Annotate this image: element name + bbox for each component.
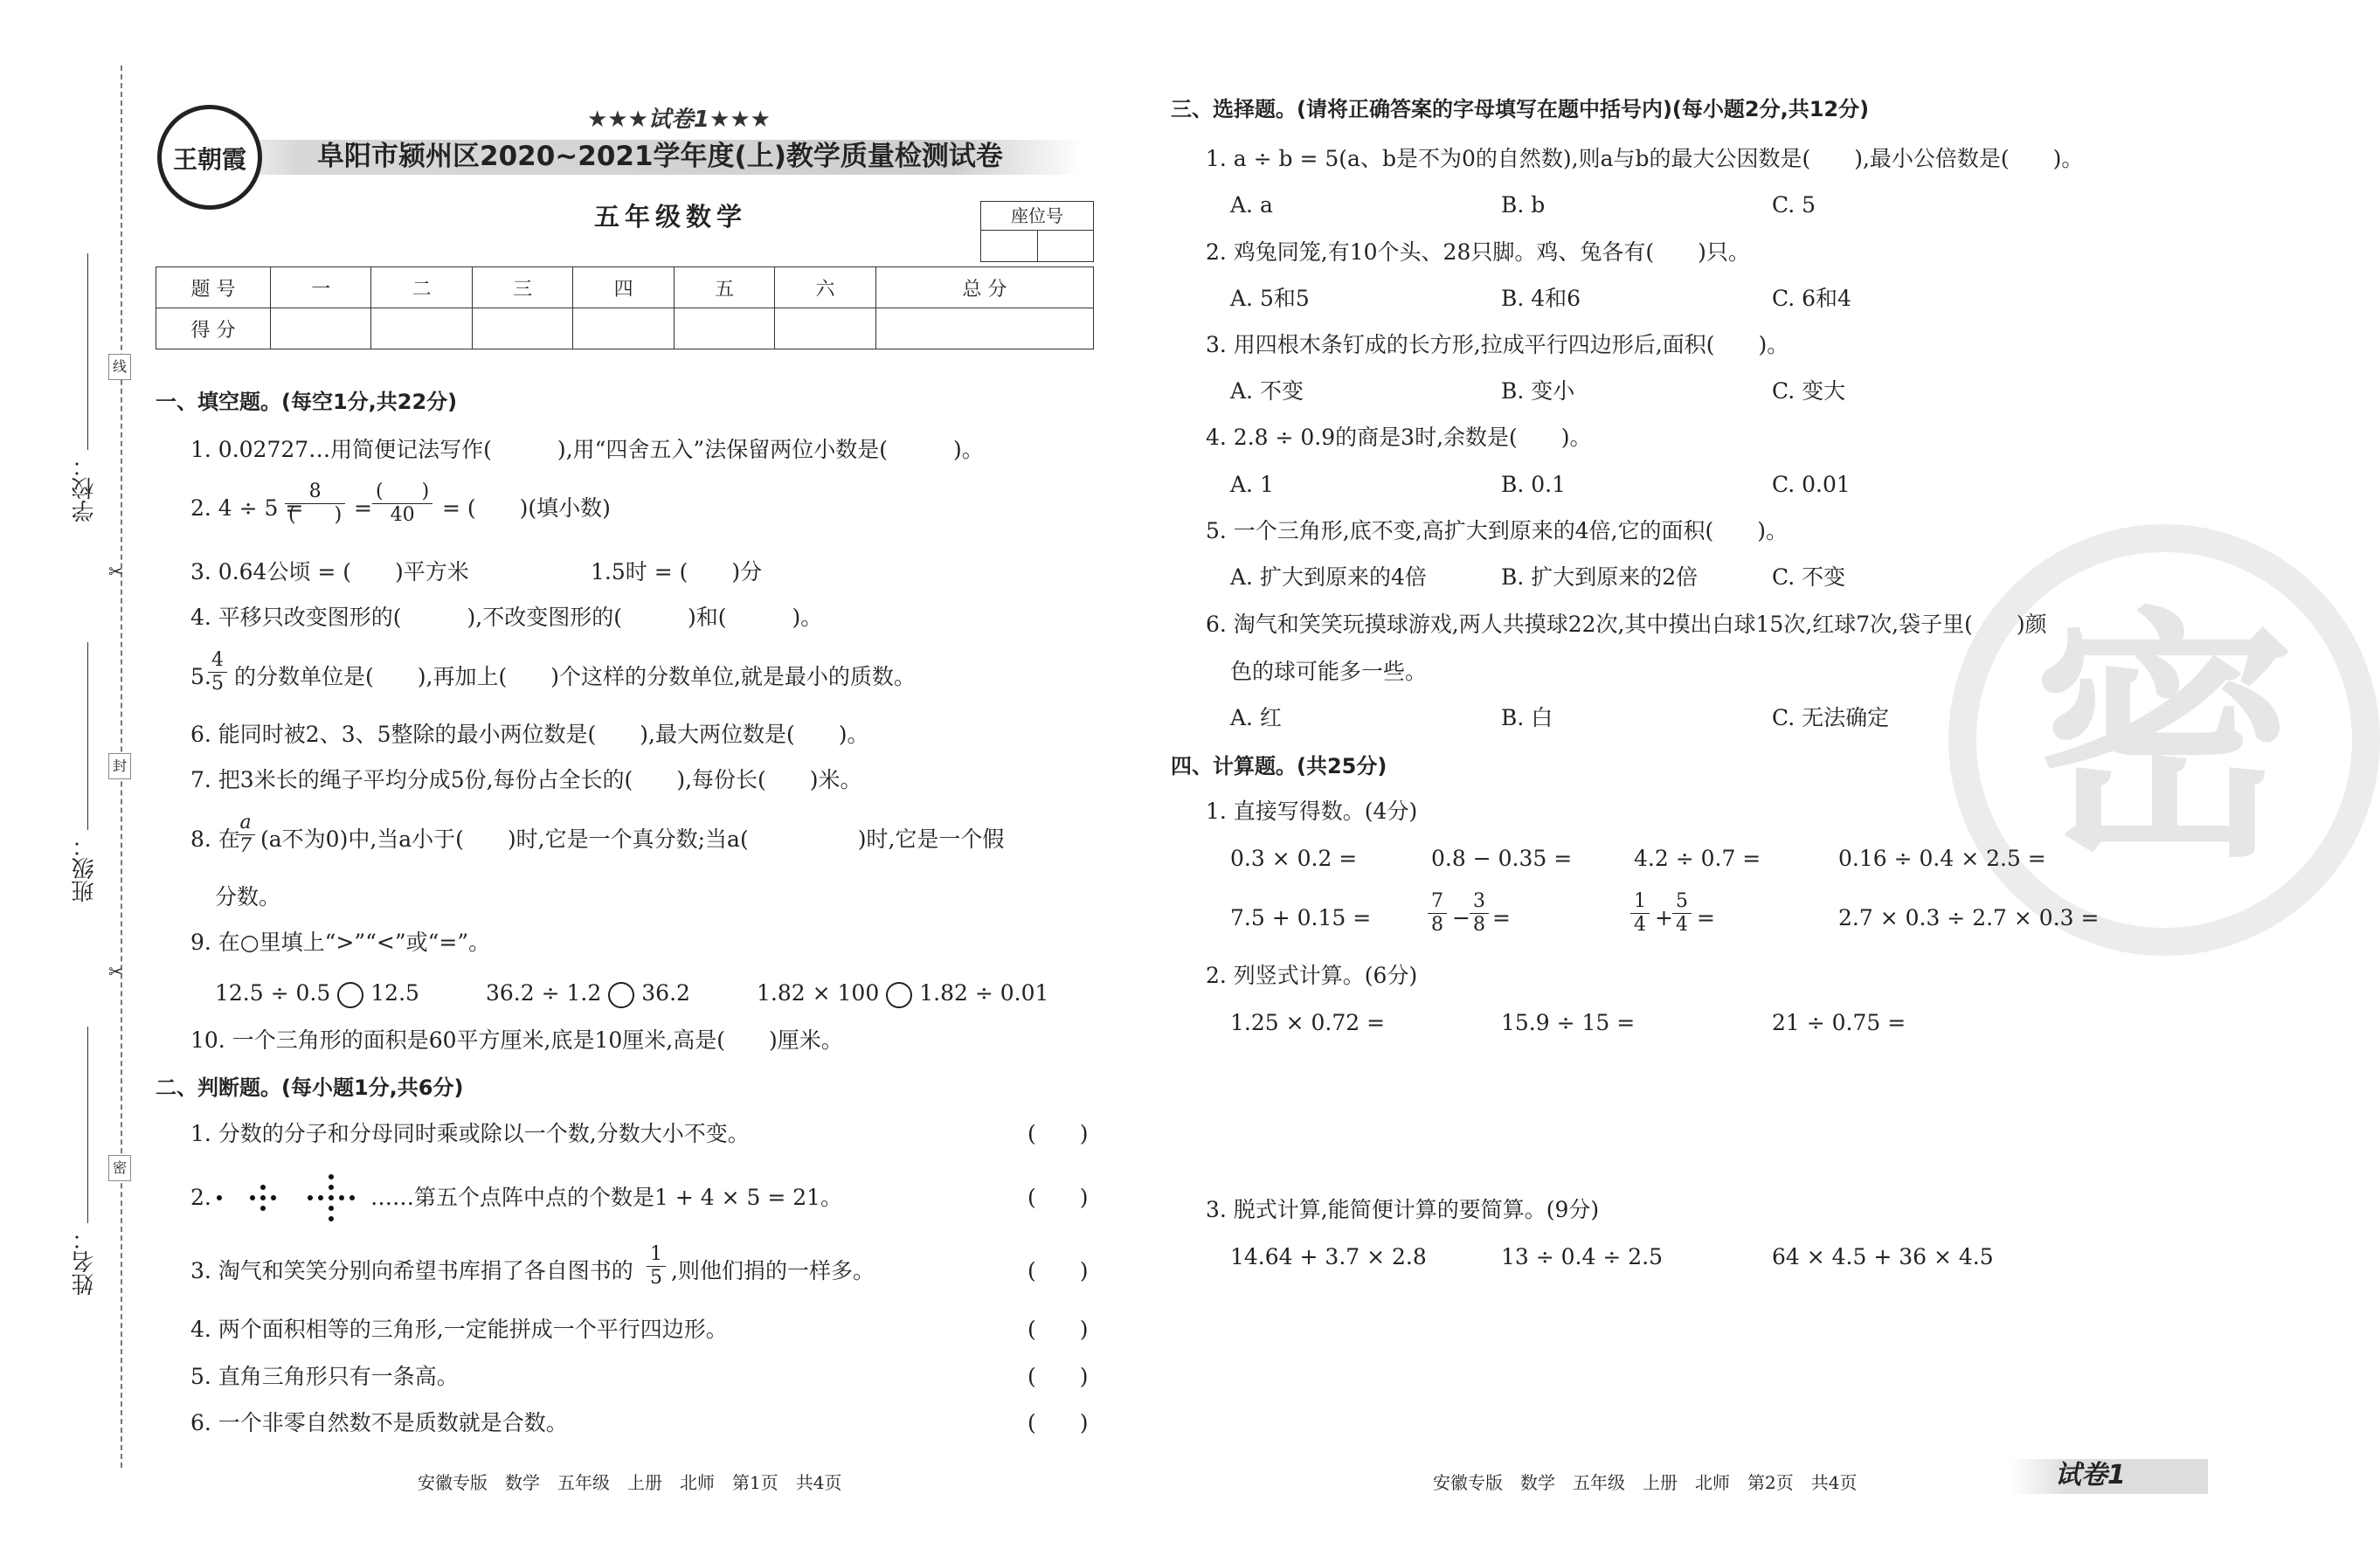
s3-q5: 5. 一个三角形,底不变,高扩大到原来的4倍,它的面积( )。 <box>1206 518 1788 543</box>
s1-q9: 9. 在○里填上“>”“<”或“=”。 <box>190 930 491 955</box>
s4-frac: $\frac{7}{8}$ <box>1428 890 1447 937</box>
s4-p3: 3. 脱式计算,能简便计算的要简算。(9分) <box>1206 1197 1600 1222</box>
s1-q10: 10. 一个三角形的面积是60平方厘米,底是10厘米,高是( )厘米。 <box>190 1027 843 1053</box>
binding-mark-feng: 封 <box>108 753 131 779</box>
s2-q1: 1. 分数的分子和分母同时乘或除以一个数,分数大小不变。 <box>190 1121 750 1146</box>
school-field[interactable] <box>87 253 88 450</box>
s4-p1: 1. 直接写得数。(4分) <box>1206 799 1418 824</box>
s1-q2: 2. 4 ÷ 5 = <box>190 495 304 521</box>
score-header-row: 题 号 一 二 三 四 五 六 总 分 <box>156 267 1094 308</box>
scissor-icon: ✂ <box>108 561 123 582</box>
answer-paren[interactable]: ( ) <box>1027 1121 1089 1146</box>
series-label: ★★★试卷1★★★ <box>587 107 771 133</box>
s2-q3: 3. 淘气和笑笑分别向希望书库捐了各自图书的 <box>190 1258 633 1283</box>
name-label: 姓名： <box>72 1228 98 1296</box>
answer-paren[interactable]: ( ) <box>1027 1185 1089 1210</box>
s3-q1-a: A. a <box>1230 192 1273 218</box>
brand-name: 王朝霞 <box>172 145 246 174</box>
class-field[interactable] <box>87 642 88 830</box>
s3-q1-c: C. 5 <box>1772 192 1816 218</box>
section4-title: 四、计算题。(共25分) <box>1171 754 1387 778</box>
s1-q3a: 3. 0.64公顷 = ( )平方米 <box>190 559 469 584</box>
s1-q3b: 1.5时 = ( )分 <box>591 559 763 584</box>
s3-q1: 1. a ÷ b = 5(a、b是不为0的自然数),则a与b的最大公因数是( ),最小公倍数是( )。 <box>1206 146 2084 171</box>
dot-pattern <box>210 1166 367 1228</box>
s1-q4: 4. 平移只改变图形的( ),不改变图形的( )和( )。 <box>190 605 823 630</box>
compare-circle[interactable] <box>886 982 912 1008</box>
s1-q2-frac2: ( ) 40 <box>372 481 432 527</box>
s1-q8: 8. 在 <box>190 826 240 852</box>
s2-q4: 4. 两个面积相等的三角形,一定能拼成一个平行四边形。 <box>190 1317 728 1342</box>
s4-frac: $\frac{5}{4}$ <box>1672 890 1692 937</box>
section1-title: 一、填空题。(每空1分,共22分) <box>156 390 458 414</box>
class-label: 班级： <box>72 834 98 903</box>
school-label: 学校： <box>72 454 98 522</box>
s3-q3: 3. 用四根木条钉成的长方形,拉成平行四边形后,面积( )。 <box>1206 332 1789 357</box>
s1-q6: 6. 能同时被2、3、5整除的最小两位数是( ),最大两位数是( )。 <box>190 722 869 747</box>
s1-q9-c: 1.82 × 100 1.82 ÷ 0.01 <box>757 980 1048 1008</box>
s1-q9-a: 12.5 ÷ 0.5 12.5 <box>215 980 419 1008</box>
seat-label: 座位号 <box>981 202 1093 231</box>
subject-title: 五年级数学 <box>594 202 748 232</box>
compare-circle[interactable] <box>337 982 363 1008</box>
s2-q3-frac: $\frac{1}{5}$ <box>647 1243 666 1290</box>
s1-q9-b: 36.2 ÷ 1.2 36.2 <box>486 980 690 1008</box>
answer-paren[interactable]: ( ) <box>1027 1317 1089 1342</box>
score-table <box>156 266 1094 349</box>
binding-mark-mi: 密 <box>108 1155 131 1181</box>
section3-title: 三、选择题。(请将正确答案的字母填写在题中括号内)(每小题2分,共12分) <box>1171 97 1870 121</box>
secret-watermark: 密 <box>1948 524 2380 956</box>
s1-q5: 5. <box>190 664 211 689</box>
name-field[interactable] <box>87 1027 88 1223</box>
compare-circle[interactable] <box>608 982 634 1008</box>
s4-frac: $\frac{3}{8}$ <box>1470 890 1489 937</box>
seat-number-box[interactable] <box>980 201 1094 262</box>
s3-q2: 2. 鸡兔同笼,有10个头、28只脚。鸡、兔各有( )只。 <box>1206 239 1750 265</box>
answer-paren[interactable]: ( ) <box>1027 1410 1089 1435</box>
exam-title: 阜阳市颍州区2020~2021学年度(上)教学质量检测试卷 <box>317 141 1003 172</box>
s1-q8-frac: $\frac{a}{7}$ <box>236 812 255 858</box>
footer-tag: 试卷1 <box>2055 1460 2126 1490</box>
section2-title: 二、判断题。(每小题1分,共6分) <box>156 1075 464 1100</box>
s1-q1: 1. 0.02727…用简便记法写作( ),用“四舍五入”法保留两位小数是( )。 <box>190 437 984 462</box>
s3-q4: 4. 2.8 ÷ 0.9的商是3时,余数是( )。 <box>1206 425 1592 450</box>
s4-p2: 2. 列竖式计算。(6分) <box>1206 963 1418 988</box>
s3-q1-b: B. b <box>1501 192 1546 218</box>
scissor-icon: ✂ <box>108 961 123 982</box>
s1-q2-frac1: 8 ( ) <box>285 481 345 527</box>
brand-logo <box>157 105 262 210</box>
s3-q6: 6. 淘气和笑笑玩摸球游戏,两人共摸球22次,其中摸出白球15次,红球7次,袋子里( )颜 <box>1206 612 2047 637</box>
s4-frac: $\frac{1}{4}$ <box>1630 890 1650 937</box>
s2-q2: 2. <box>190 1185 211 1210</box>
answer-paren[interactable]: ( ) <box>1027 1258 1089 1283</box>
s2-q5: 5. 直角三角形只有一条高。 <box>190 1364 459 1389</box>
binding-mark-xian: 线 <box>108 354 131 380</box>
answer-paren[interactable]: ( ) <box>1027 1364 1089 1389</box>
footer-left: 安徽专版 数学 五年级 上册 北师 第1页 共4页 <box>418 1472 842 1493</box>
s1-q5-frac: $\frac{4}{5}$ <box>208 649 227 695</box>
s1-q7: 7. 把3米长的绳子平均分成5份,每份占全长的( ),每份长( )米。 <box>190 767 862 792</box>
s2-q6: 6. 一个非零自然数不是质数就是合数。 <box>190 1410 568 1435</box>
footer-right: 安徽专版 数学 五年级 上册 北师 第2页 共4页 <box>1433 1472 1858 1493</box>
score-value-row: 得 分 <box>156 308 1094 349</box>
